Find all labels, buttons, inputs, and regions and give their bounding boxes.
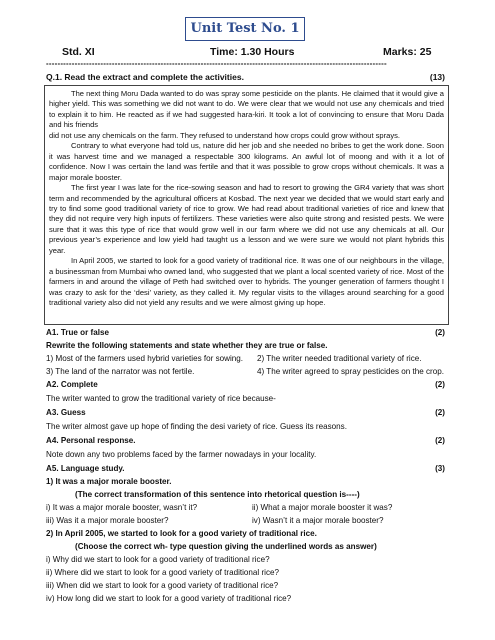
a5-q1-sentence: 1) It was a major morale booster. [46, 477, 172, 486]
a1-statement: 3) The land of the narrator was not fertile. [46, 367, 195, 376]
a1-statement: 2) The writer needed traditional variety of rice. [257, 354, 422, 363]
time-label: Time: 1.30 Hours [210, 46, 295, 58]
a5-heading: A5. Language study. [46, 464, 125, 473]
a4-marks: (2) [435, 436, 445, 445]
a5-q1-option: i) It was a major morale booster, wasn’t it? [46, 503, 198, 512]
a5-q2-option: i) Why did we start to look for a good variety of traditional rice? [46, 555, 270, 564]
extract-paragraph: Contrary to what everyone had told us, nature did her job and she needed no bribes to get the work done. Soon it was harvest time and we managed a respectable 300 kilograms. An awful lot of moong and with it a lot of confidence. Now I was certain the land was fertile and that it was possible to grow crops without chemicals. It was a major morale booster. [49, 141, 444, 182]
a1-instruction: Rewrite the following statements and state whether they are true or false. [46, 341, 328, 350]
a5-q1-option: ii) What a major morale booster it was? [252, 503, 393, 512]
a1-marks: (2) [435, 328, 445, 337]
a3-heading: A3. Guess [46, 408, 86, 417]
a1-heading: A1. True or false [46, 328, 109, 337]
a4-question: Note down any two problems faced by the farmer nowadays in your locality. [46, 450, 317, 459]
a5-q2-option: iv) How long did we start to look for a good variety of traditional rice? [46, 594, 292, 603]
extract-paragraph: The first year I was late for the rice-sowing season and had to resort to growing the GR4 variety that was short term and recommended by the agricultural officers at Kosbad. The next year we decided that we would start early and try to find some good traditional variety of rice to grow. We had read about traditional varieties of rice and knew that they did not require very high inputs of fertilizers. These varieties were also quite strong and resisted pests. We were sure that it was this type of rice that would grow well in our farm where we did not use any chemicals at all. Our previous year’s experience and low yield had taught us a lesson and we were sure we would not plant hybrids this year. [49, 183, 444, 255]
a5-q1-option: iv) Wasn’t it a major morale booster? [252, 516, 384, 525]
a5-q1-option: iii) Was it a major morale booster? [46, 516, 169, 525]
a2-heading: A2. Complete [46, 380, 98, 389]
extract-paragraph: did not use any chemicals on the farm. They refused to understand how crops could grow without sprays. [49, 130, 400, 140]
extract-paragraph: The next thing Moru Dada wanted to do was spray some pesticide on the plants. He claimed that it would give a higher yield. This was something we did not want to do. We were clear that we would not use any chemicals and tried to explain it to him. He reacted as if we had suggested hara-kiri. It took a lot of convincing to ensure that Moru Dada and his friends [49, 89, 444, 130]
header-divider: ----------------------------------------------------------------------------------------------------------------------- [46, 59, 387, 68]
extract-paragraph: In April 2005, we started to look for a good variety of traditional rice. It was one of our neighbours in the village, a businessman from Mumbai who owned land, who suggested that we plant a local scented variety of rice. Most of the farmers in and around the village of Peth had switched over to hybrids. The younger generation of farmers thought I was crazy to ask for the ‘desi’ variety, as they called it. My regular visits to the villages around searching for a good traditional variety also did not yield any results and we were almost giving up hope. [49, 256, 444, 308]
q1-marks: (13) [429, 72, 445, 82]
a4-heading: A4. Personal response. [46, 436, 136, 445]
a5-q2-option: iii) When did we start to look for a good variety of traditional rice? [46, 581, 279, 590]
reading-extract [44, 85, 449, 325]
a5-q1-instruction: (The correct transformation of this sentence into rhetorical question is----) [75, 490, 360, 499]
a1-statement: 1) Most of the farmers used hybrid varieties for sowing. [46, 354, 244, 363]
a5-q2-instruction: (Choose the correct wh- type question giving the underlined words as answer) [75, 542, 377, 551]
test-title: Unit Test No. 1 [185, 17, 305, 41]
a2-marks: (2) [435, 380, 445, 389]
a1-statement: 4) The writer agreed to spray pesticides on the crop. [257, 367, 445, 376]
a2-question: The writer wanted to grow the traditional variety of rice because- [46, 394, 276, 403]
a5-q2-option: ii) Where did we start to look for a good variety of traditional rice? [46, 568, 280, 577]
q1-heading: Q.1. Read the extract and complete the activities. [46, 72, 244, 82]
marks-label: Marks: 25 [383, 46, 432, 58]
a3-question: The writer almost gave up hope of finding the desi variety of rice. Guess its reasons. [46, 422, 347, 431]
a3-marks: (2) [435, 408, 445, 417]
standard-label: Std. XI [62, 46, 95, 58]
a5-q2-sentence: 2) In April 2005, we started to look for a good variety of traditional rice. [46, 529, 317, 538]
a5-marks: (3) [435, 464, 445, 473]
